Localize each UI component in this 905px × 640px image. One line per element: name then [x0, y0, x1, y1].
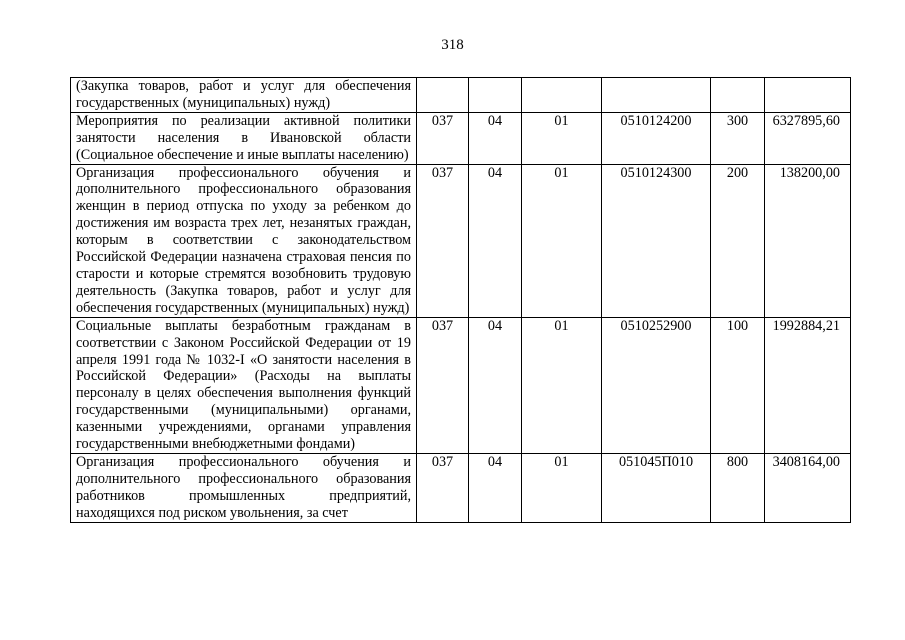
ministry-code: 037 [417, 453, 469, 522]
table-row [71, 78, 851, 113]
section-code: 04 [469, 164, 522, 317]
target-article-code: 0510124200 [602, 112, 711, 164]
expense-type-code [711, 78, 765, 113]
table-row [71, 164, 851, 317]
expense-type-code: 100 [711, 317, 765, 453]
subsection-code: 01 [522, 317, 602, 453]
page-number: 318 [441, 37, 464, 53]
target-article-code: 0510252900 [602, 317, 711, 453]
amount-value: 6327895,60 [765, 112, 851, 164]
target-article-code: 0510124300 [602, 164, 711, 317]
section-code [469, 78, 522, 113]
budget-table [70, 77, 851, 523]
row-description: (Закупка товаров, работ и услуг для обеспечения государственных (муниципальных) нужд) [71, 78, 417, 113]
subsection-code: 01 [522, 164, 602, 317]
target-article-code: 051045П010 [602, 453, 711, 522]
subsection-code: 01 [522, 453, 602, 522]
row-description: Организация профессионального обучения и дополнительного профессионального образования женщин в период отпуска по уходу за ребенком до достижения им возраста трех лет, незанятых граждан, которым в соответствии с законодательством Российской Федерации назначена страховая пенсия по старости и которые стремятся возобновить трудовую деятельность (Закупка товаров, работ и услуг для обеспечения государственных (муниципальных) нужд) [71, 164, 417, 317]
ministry-code: 037 [417, 317, 469, 453]
ministry-code [417, 78, 469, 113]
amount-value: 3408164,00 [765, 453, 851, 522]
table-row [71, 112, 851, 164]
row-description: Организация профессионального обучения и дополнительного профессионального образования работников промышленных предприятий, находящихся под риском увольнения, за счет [71, 453, 417, 522]
amount-value [765, 78, 851, 113]
table-row [71, 453, 851, 522]
amount-value: 138200,00 [765, 164, 851, 317]
expense-type-code: 300 [711, 112, 765, 164]
row-description: Мероприятия по реализации активной политики занятости населения в Ивановской области (Социальное обеспечение и иные выплаты населению) [71, 112, 417, 164]
expense-type-code: 800 [711, 453, 765, 522]
amount-value: 1992884,21 [765, 317, 851, 453]
subsection-code [522, 78, 602, 113]
expense-type-code: 200 [711, 164, 765, 317]
section-code: 04 [469, 112, 522, 164]
ministry-code: 037 [417, 164, 469, 317]
row-description: Социальные выплаты безработным гражданам в соответствии с Законом Российской Федерации от 19 апреля 1991 года № 1032-I «О занятости населения в Российской Федерации» (Расходы на выплаты персоналу в целях обеспечения выполнения функций государственными (муниципальными) органами, казенными учреждениями, органами управления государственными внебюджетными фондами) [71, 317, 417, 453]
section-code: 04 [469, 317, 522, 453]
target-article-code [602, 78, 711, 113]
section-code: 04 [469, 453, 522, 522]
table-row [71, 317, 851, 453]
subsection-code: 01 [522, 112, 602, 164]
ministry-code: 037 [417, 112, 469, 164]
